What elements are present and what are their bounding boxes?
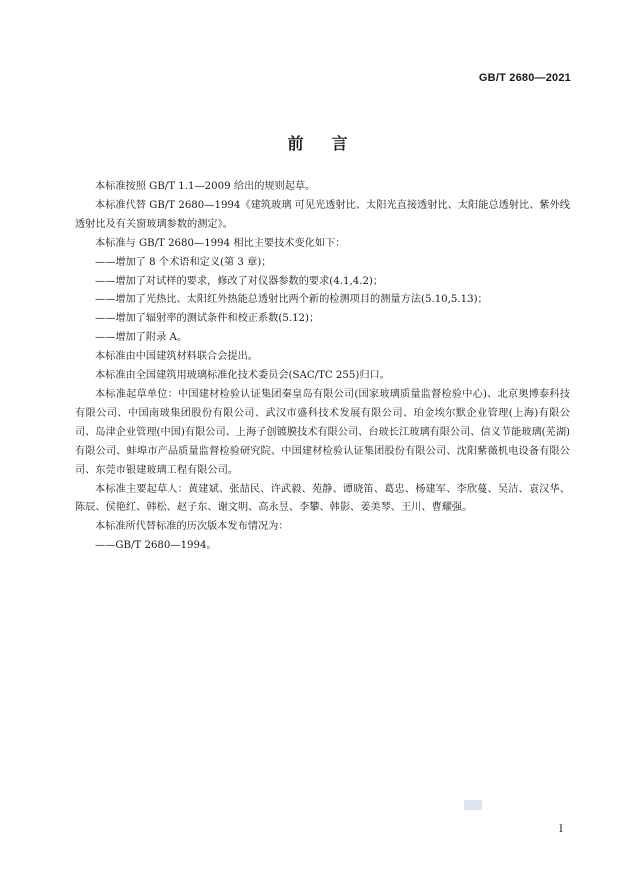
change-item: ——增加了辐射率的测试条件和校正系数(5.12)； [95,313,320,325]
change-item: ——增加了 8 个术语和定义(第 3 章)； [95,256,272,268]
paragraph-replaces: 本标准代替 GB/T 2680—1994《建筑玻璃 可见光透射比、太阳光直接透射比、太阳能总透射比、紫外线透射比及有关窗玻璃参数的测定》。 [75,199,570,230]
paragraph-changes-intro: 本标准与 GB/T 2680—1994 相比主要技术变化如下： [95,237,346,249]
paragraph-drafting-units: 本标准起草单位：中国建材检验认证集团秦皇岛有限公司(国家玻璃质量监督检验中心)、北京奥博泰科技有限公司、中国南玻集团股份有限公司、武汉市盛科技术发展有限公司、珀金埃尔默企业管理(上海)有限公司、岛津企业管理(中国)有限公司、上海子创镀膜技术有限公司、台玻长江玻璃有限公司、信义节能玻璃(芜湖)有限公司、蚌埠市产品质量监督检验研究院、中国建材检验认证集团股份有限公司、沈阳紫薇机电设备有限公司、东莞市银建玻璃工程有限公司。 [75,388,570,476]
paragraph-previous-editions: 本标准所代替标准的历次版本发布情况为： [95,521,289,533]
change-item: ——增加了光热比、太阳红外热能总透射比两个新的检测项目的测量方法(5.10,5.13)； [95,294,488,306]
previous-edition-item: ——GB/T 2680—1994。 [95,540,217,552]
foreword-body [75,178,570,556]
standard-code: GB/T 2680—2021 [478,72,571,84]
watermark-stamp [464,800,482,810]
paragraph-proposed-by: 本标准由中国建筑材料联合会提出。 [95,351,258,363]
title-char-1: 前 [287,134,304,153]
paragraph-drafters: 本标准主要起草人：黄建斌、张喆民、许武毅、苑静、谭晓笛、葛忠、杨建军、李欣蔓、吴洁、袁汉华、陈辰、侯艳红、韩松、赵子东、谢文明、高永昱、李攀、韩影、姜美琴、王川、曹耀强。 [75,483,570,514]
paragraph-under-jurisdiction: 本标准由全国建筑用玻璃标准化技术委员会(SAC/TC 255)归口。 [95,370,390,382]
page-number: I [559,824,563,835]
change-item: ——增加了对试样的要求，修改了对仪器参数的要求(4.1,4.2)； [95,275,384,287]
page-title [0,131,635,154]
paragraph-drafting-rules: 本标准按照 GB/T 1.1—2009 给出的规则起草。 [95,181,316,192]
title-char-2: 言 [331,134,348,153]
change-item: ——增加了附录 A。 [95,332,188,344]
